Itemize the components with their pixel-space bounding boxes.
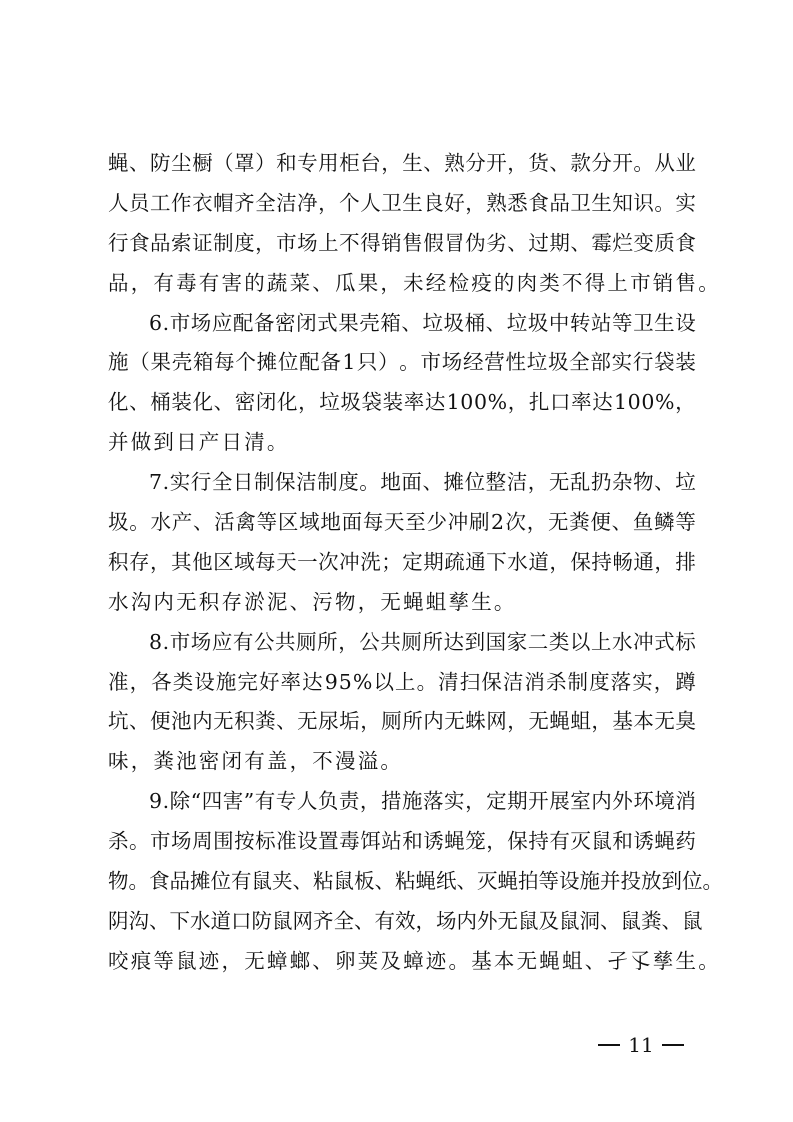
text-line: 施 （ 果 壳 箱 每 个 摊 位 配 备 1 只 ） 。 市 场 经 营 性 垃 圾 全 部 实 行 袋 装	[108, 350, 696, 375]
text-line: 坑 、 便 池 内 无 积 粪 、 无 尿 垢 ， 厕 所 内 无 蛛 网 ， 无 蝇 蛆 ， 基 本 无 臭	[108, 709, 696, 734]
text-line	[108, 583, 696, 623]
text-line	[108, 264, 721, 304]
text-line: 行 食 品 索 证 制 度 ， 市 场 上 不 得 销 售 假 冒 伪 劣 、 过 期 、 霉 烂 变 质 食	[108, 230, 696, 255]
text-line: 圾 。 水 产 、 活 禽 等 区 域 地 面 每 天 至 少 冲 刷 2 次 ， 无 粪 便 、 鱼 鳞 等	[108, 510, 696, 535]
body-text	[108, 144, 723, 982]
line-text: 品，有毒有害的蔬菜、瓜果，未经检疫的肉类不得上市销售。	[108, 270, 721, 295]
line-text: 水沟内无积存淤泥、污物，无蝇蛆孳生。	[108, 589, 517, 614]
paragraph-7-start: 7 . 实 行 全 日 制 保 洁 制 度 。 地 面 、 摊 位 整 洁 ， 无 乱 扔 杂 物 、 垃	[149, 470, 696, 495]
text-line: 化 、 桶 装 化 、 密 闭 化 ， 垃 圾 袋 装 率 达 1 0 0 % ， 扎 口 率 达 1 0 0 % ，	[108, 390, 696, 415]
text-line: 杀 。 市 场 周 围 按 标 准 设 置 毒 饵 站 和 诱 蝇 笼 ， 保 持 有 灭 鼠 和 诱 蝇 药	[108, 829, 696, 854]
paragraph-6-start: 6 . 市 场 应 配 备 密 闭 式 果 壳 箱 、 垃 圾 桶 、 垃 圾 中 转 站 等 卫 生 设	[149, 310, 696, 335]
paragraph-8-start: 8 . 市 场 应 有 公 共 厕 所 ， 公 共 厕 所 达 到 国 家 二 类 以 上 水 冲 式 标	[149, 629, 696, 654]
text-line: 积 存 ， 其 他 区 域 每 天 一 次 冲 洗 ； 定 期 疏 通 下 水 道 ， 保 持 畅 通 ， 排	[108, 549, 696, 574]
text-line	[108, 423, 696, 463]
text-line	[108, 942, 721, 982]
line-text: 味，粪池密闭有盖，不漫溢。	[108, 749, 404, 774]
line-text: 并做到日产日清。	[108, 430, 290, 455]
text-line: 蝇 、 防 尘 橱 （ 罩 ） 和 专 用 柜 台 ， 生 、 熟 分 开 ， 货 、 款 分 开 。 从 业	[108, 151, 696, 175]
page-number-text: 11	[628, 1033, 654, 1057]
text-line: 人 员 工 作 衣 帽 齐 全 洁 净 ， 个 人 卫 生 良 好 ， 熟 悉 食 品 卫 生 知 识 。 实	[108, 190, 696, 215]
text-line: 物 。 食 品 摊 位 有 鼠 夹 、 粘 鼠 板 、 粘 蝇 纸 、 灭 蝇 拍 等 设 施 并 投 放 到 位 。	[108, 869, 723, 894]
page-number	[596, 1030, 686, 1060]
dash-right	[662, 1044, 684, 1046]
text-line: 阴 沟 、 下 水 道 口 防 鼠 网 齐 全 、 有 效 ， 场 内 外 无 鼠 及 鼠 洞 、 鼠 粪 、 鼠	[108, 908, 703, 933]
text-line	[108, 742, 696, 782]
dash-left	[598, 1044, 620, 1046]
paragraph-9-start: 9 . 除 “ 四 害 ” 有 专 人 负 责 ， 措 施 落 实 ， 定 期 开 展 室 内 外 环 境 消	[149, 789, 696, 814]
text-line: 准 ， 各 类 设 施 完 好 率 达 9 5 % 以 上 。 清 扫 保 洁 消 杀 制 度 落 实 ， 蹲	[108, 669, 696, 694]
line-text: 咬痕等鼠迹，无蟑螂、卵荚及蟑迹。基本无蝇蛆、孑孓孳生。	[108, 948, 721, 973]
